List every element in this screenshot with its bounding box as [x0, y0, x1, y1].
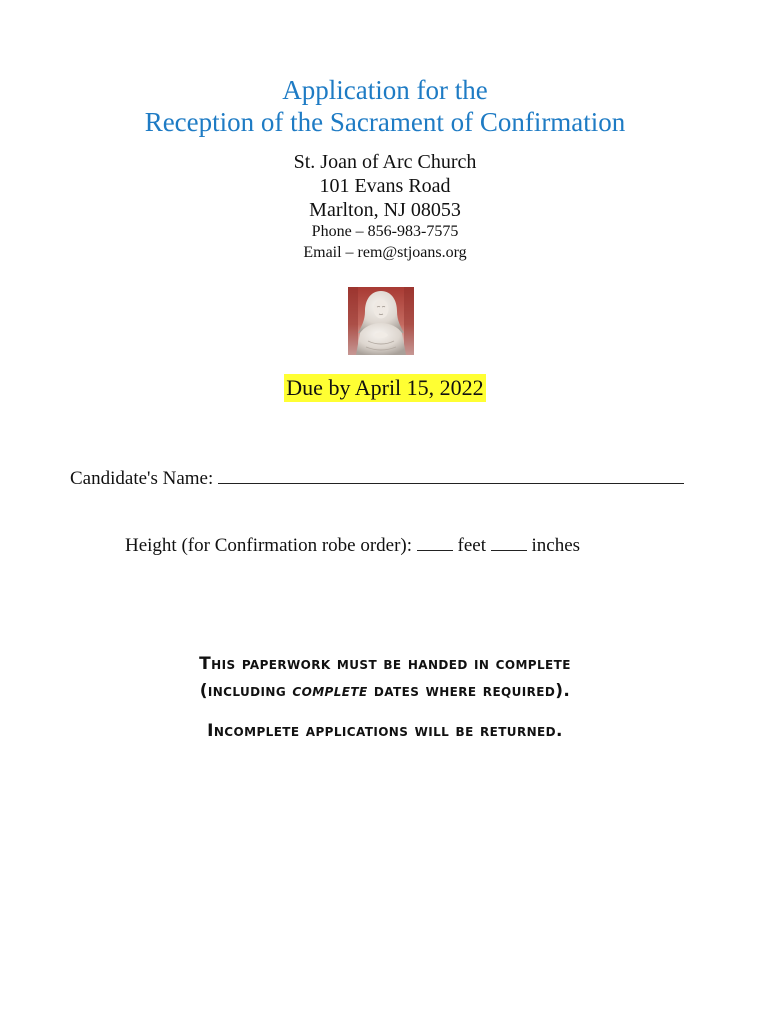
- notice-line-2-emphasis: complete: [292, 681, 368, 701]
- due-date-highlight: Due by April 15, 2022: [286, 375, 484, 400]
- church-phone: Phone – 856-983-7575: [311, 223, 459, 240]
- notice-line-2-end: dates where required).: [373, 681, 571, 701]
- notice-line-2-start: (including: [199, 681, 287, 701]
- candidate-name-field: [70, 466, 684, 491]
- notice-line-1: This paperwork must be handed in complete: [199, 654, 571, 674]
- height-inches-blank[interactable]: [491, 533, 527, 551]
- inches-label: inches: [531, 535, 581, 556]
- notice-line-2: [0, 680, 770, 702]
- title-line-2: Reception of the Sacrament of Confirmation: [144, 107, 626, 137]
- church-street: 101 Evans Road: [319, 175, 451, 197]
- candidate-name-blank[interactable]: [218, 466, 684, 484]
- church-city: Marlton, NJ 08053: [309, 199, 461, 221]
- height-feet-blank[interactable]: [417, 533, 453, 551]
- title-line-1: Application for the: [282, 75, 488, 105]
- feet-label: feet: [457, 535, 487, 556]
- height-label: Height (for Confirmation robe order):: [125, 535, 413, 556]
- statue-image: [348, 287, 414, 355]
- church-email: Email – rem@stjoans.org: [303, 244, 467, 261]
- notice-line-3: Incomplete applications will be returned.: [207, 721, 563, 741]
- due-date-row: [0, 374, 770, 402]
- height-field: [125, 533, 580, 558]
- church-name: St. Joan of Arc Church: [293, 151, 477, 173]
- candidate-name-label: Candidate's Name:: [70, 468, 214, 489]
